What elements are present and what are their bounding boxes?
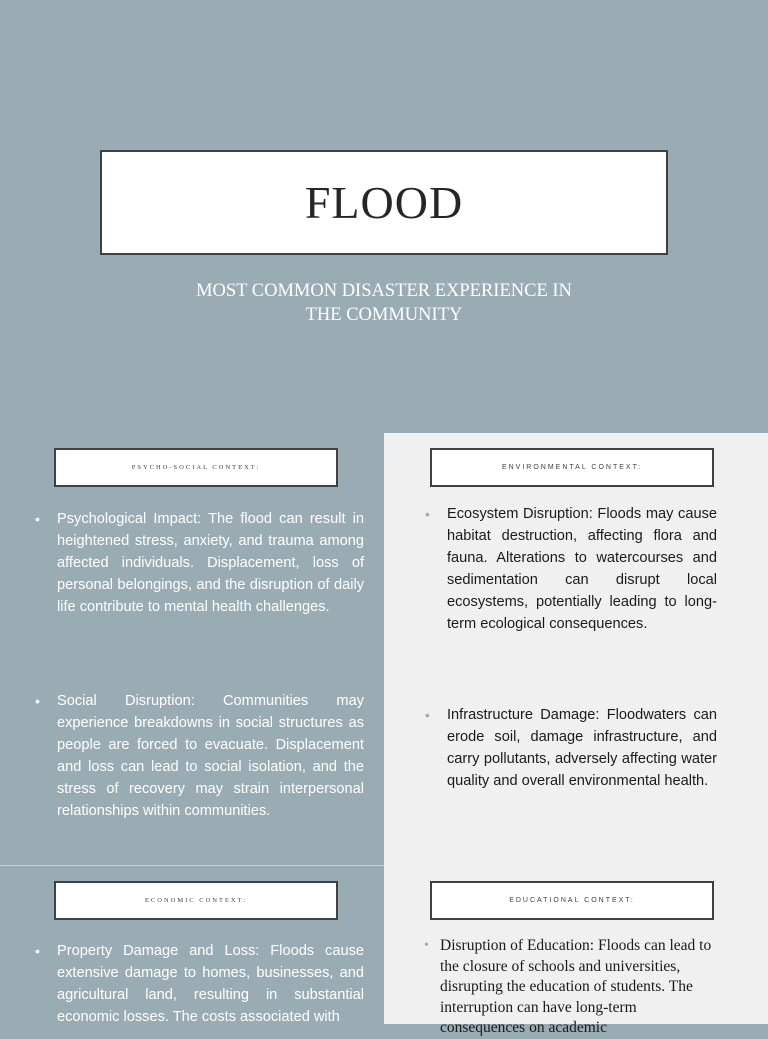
psycho-social-label: PSYCHO-SOCIAL CONTEXT: [131, 464, 261, 471]
bullet-icon: • [425, 506, 430, 522]
page-title: FLOOD [304, 177, 464, 228]
psycho-social-bullet-2 [35, 690, 364, 822]
bullet-text: Ecosystem Disruption: Floods may cause habitat destruction, affecting flora and fauna. Alterations to watercourses and sedimentation can disrupt local ecosystems, potentially leading to long-term ecological consequences. [447, 506, 717, 632]
subtitle-line-2: THE COMMUNITY [305, 305, 463, 325]
bullet-icon: • [425, 707, 430, 723]
bullet-icon: • [424, 938, 429, 953]
bullet-text: Disruption of Education: Floods can lead to the closure of schools and universities, disrupting the education of students. The interruption can have long-term consequences on academic [440, 937, 712, 1036]
bullet-text: Infrastructure Damage: Floodwaters can erode soil, damage infrastructure, and carry pollutants, adversely affecting water quality and overall environmental health. [447, 707, 717, 789]
educational-bullet-1 [424, 936, 720, 1039]
environmental-label: ENVIRONMENTAL CONTEXT: [501, 464, 643, 471]
environmental-label-box [430, 448, 714, 487]
psycho-social-label-box [54, 448, 338, 487]
section-divider [0, 865, 384, 866]
subtitle-line-1: MOST COMMON DISASTER EXPERIENCE IN [196, 281, 572, 301]
bullet-text: Psychological Impact: The flood can result in heightened stress, anxiety, and trauma among affected individuals. Displacement, loss of personal belongings, and the disruption of daily life contribute to mental health challenges. [57, 511, 364, 615]
bullet-text: Social Disruption: Communities may experience breakdowns in social structures as people are forced to evacuate. Displacement and loss can lead to social isolation, and the stress of recovery may strain interpersonal relationships within communities. [57, 693, 364, 819]
subtitle [140, 279, 628, 327]
economic-label: ECONOMIC CONTEXT: [144, 897, 248, 904]
psycho-social-bullet-1 [35, 508, 364, 618]
title-box [100, 150, 668, 255]
economic-bullet-1 [35, 940, 364, 1028]
educational-label: EDUCATIONAL CONTEXT: [509, 897, 635, 904]
environmental-bullet-1 [425, 503, 717, 635]
educational-label-box [430, 881, 714, 920]
bullet-icon: • [35, 511, 40, 527]
bullet-icon: • [35, 693, 40, 709]
bullet-icon: • [35, 943, 40, 959]
bullet-text: Property Damage and Loss: Floods cause extensive damage to homes, businesses, and agricultural land, resulting in substantial economic losses. The costs associated with [57, 943, 364, 1025]
economic-label-box [54, 881, 338, 920]
environmental-bullet-2 [425, 704, 717, 792]
